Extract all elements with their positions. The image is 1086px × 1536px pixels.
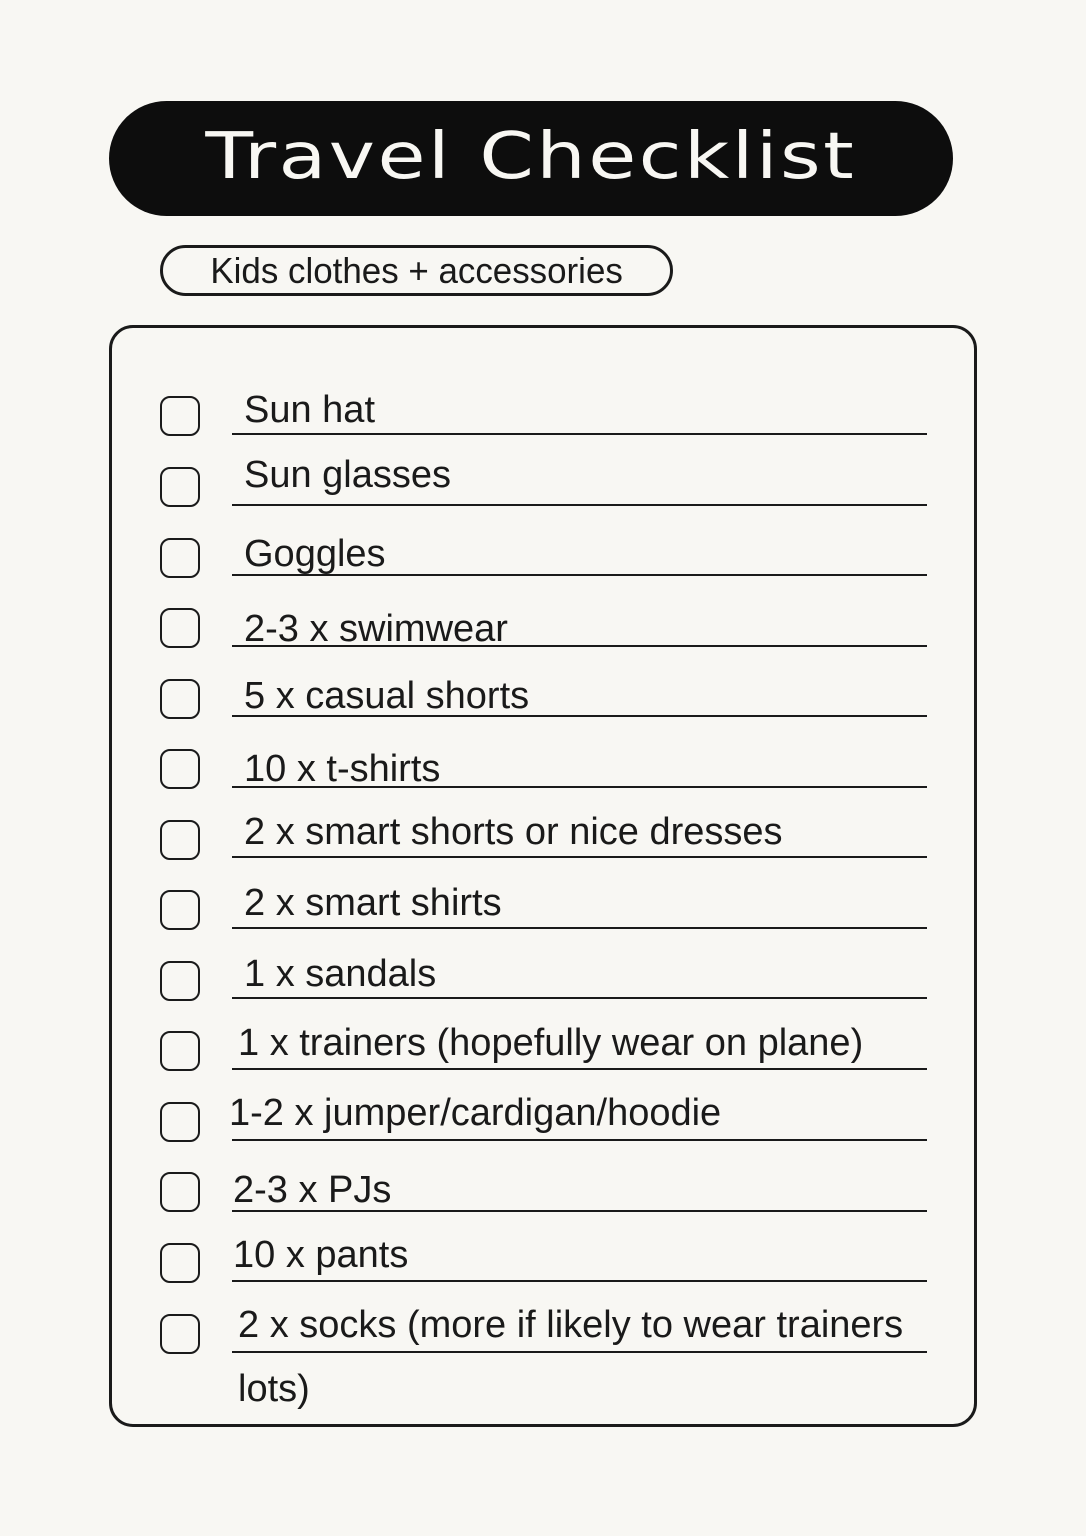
page-title: Travel Checklist [205,119,857,194]
item-underline [232,1210,927,1212]
item-label: 1 x sandals [244,953,437,995]
item-checkbox[interactable] [160,1031,200,1071]
item-underline [232,1280,927,1282]
item-underline [232,786,927,788]
item-label: Goggles [244,533,386,575]
item-label: 5 x casual shorts [244,675,530,717]
item-label: 2 x smart shorts or nice dresses [244,811,783,853]
item-label: 1 x trainers (hopefully wear on plane) [238,1022,864,1064]
item-checkbox[interactable] [160,961,200,1001]
item-underline [232,574,927,576]
item-checkbox[interactable] [160,467,200,507]
item-checkbox[interactable] [160,1102,200,1142]
item-label: Sun glasses [244,454,452,496]
item-checkbox[interactable] [160,1172,200,1212]
item-checkbox[interactable] [160,1314,200,1354]
item-label-continuation: lots) [238,1368,310,1410]
item-underline [232,997,927,999]
item-underline [232,1139,927,1141]
item-checkbox[interactable] [160,820,200,860]
item-underline [232,1351,927,1353]
item-underline [232,1068,927,1070]
item-label: Sun hat [244,389,375,431]
item-checkbox[interactable] [160,890,200,930]
item-label: 10 x t-shirts [244,748,441,790]
item-checkbox[interactable] [160,608,200,648]
item-checkbox[interactable] [160,679,200,719]
item-underline [232,715,927,717]
item-underline [232,645,927,647]
title-banner [109,101,953,216]
category-badge [160,245,673,296]
item-label: 10 x pants [233,1234,409,1276]
item-checkbox[interactable] [160,396,200,436]
item-label: 2 x smart shirts [244,882,502,924]
item-checkbox[interactable] [160,1243,200,1283]
category-label: Kids clothes + accessories [210,249,623,291]
item-label: 2-3 x swimwear [244,608,508,650]
item-checkbox[interactable] [160,538,200,578]
item-underline [232,856,927,858]
item-label: 2 x socks (more if likely to wear trainers [238,1304,904,1346]
item-label: 2-3 x PJs [233,1169,392,1211]
item-underline [232,504,927,506]
item-underline [232,433,927,435]
item-checkbox[interactable] [160,749,200,789]
item-underline [232,927,927,929]
item-label: 1-2 x jumper/cardigan/hoodie [229,1092,722,1134]
